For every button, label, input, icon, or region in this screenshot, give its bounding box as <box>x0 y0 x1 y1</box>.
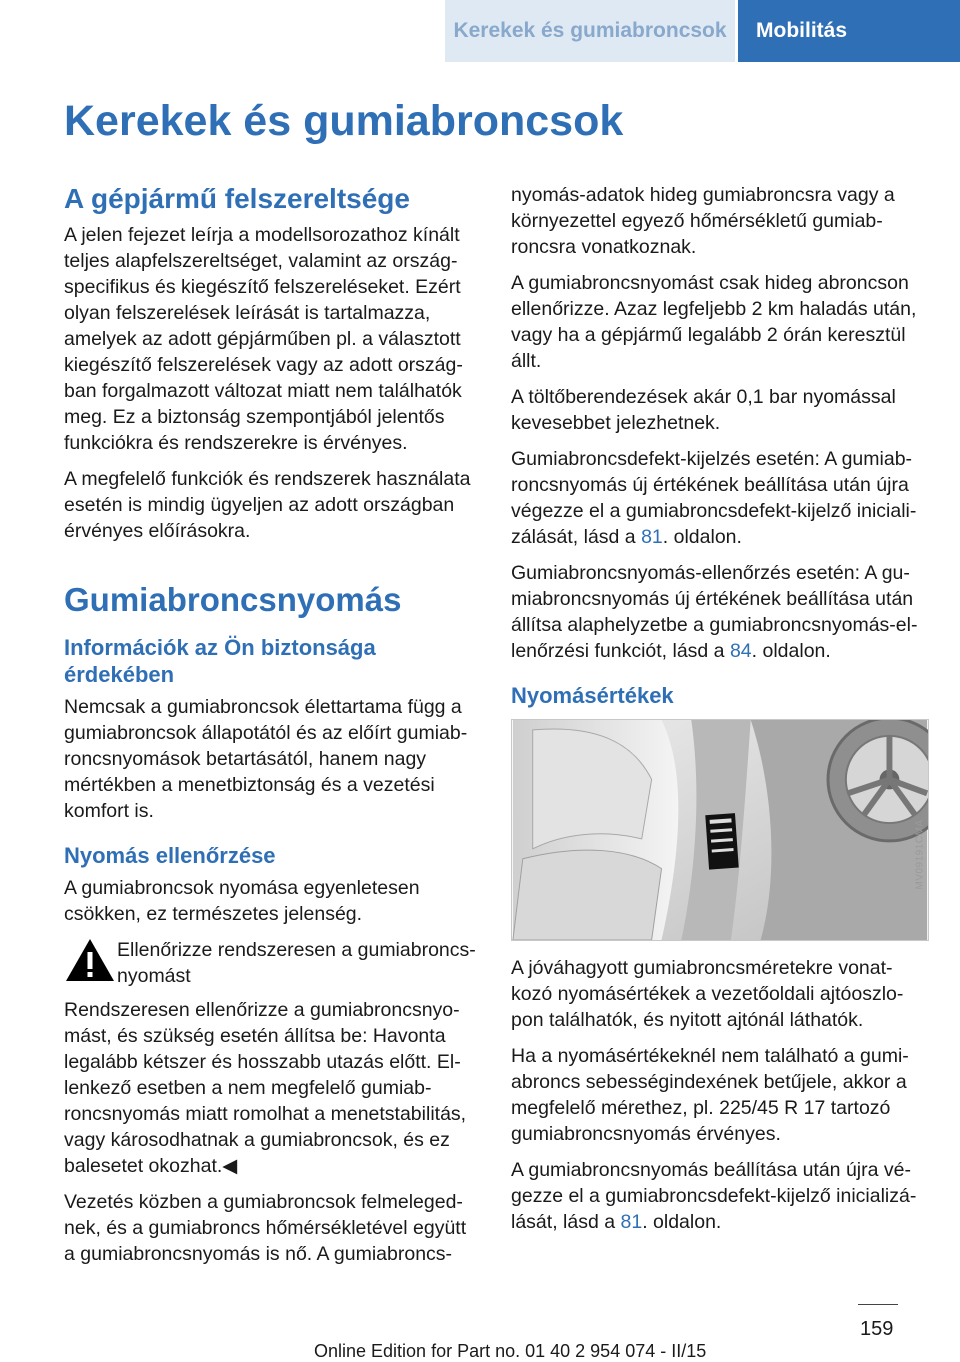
speed-index-paragraph: Ha a nyomásértékeknél nem található a gumi-abroncs sebességindexének betűjele, akkor a megfelelő mérethez, pl. 225/45 R 17 tartozó gumiabroncsnyomás érvényes. <box>511 1045 909 1145</box>
page-link-81-b[interactable]: 81 <box>620 1211 643 1233</box>
continued-paragraph: nyomás-adatok hideg gumiabroncsra vagy a környezettel egyező hőmérsékletű gumiab-roncsra vonatkoznak. <box>511 184 895 258</box>
right-column <box>511 182 926 1245</box>
heat-paragraph: Vezetés közben a gumiabroncsok felmeleged-nek, és a gumiabroncs hőmérsékletével együtt a gumiabroncsnyomás is nő. A gumiabroncs- <box>64 1191 467 1265</box>
safety-heading: Információk az Ön biztonsága érdekében <box>64 635 376 687</box>
header-chapter-tab[interactable]: Mobilitás <box>738 0 960 62</box>
page-link-84[interactable]: 84 <box>729 640 752 662</box>
left-column <box>64 178 479 1277</box>
header-section-tab[interactable]: Kerekek és gumiabroncsok <box>445 0 735 62</box>
values-heading: Nyomásértékek <box>511 683 674 708</box>
warning-block <box>64 937 479 989</box>
safety-paragraph: Nemcsak a gumiabroncsok élettartama függ a gumiabroncsok állapotától és az előírt gumiab-roncsnyomások betartásától, hanem nagy mértékben a menetbiztonság és a vezetési komfort is. <box>64 696 468 822</box>
equipment-paragraph-1: A jelen fejezet leírja a modellsorozathoz kínált teljes alapfelszereltséget, valamint az ország-specifikus és kiegészítő felszereléseket. Ezért olyan felszerelések leírását is tartalmazza, amelyek az adott gépjárműben pl. a választott kiegészítő felszerelések vagy az adott ország-ban forgalmazott változat miatt nem találhatók meg. Ez a biztonság szempontjából jelentős funkciókra és rendszerekre is érvényes. <box>64 224 463 454</box>
door-pillar-tire-label-image <box>511 719 929 941</box>
equipment-paragraph-2: A megfelelő funkciók és rendszerek használata esetén is mindig ügyeljen az adott országban érvényes előírásokra. <box>64 468 471 542</box>
cold-check-paragraph: A gumiabroncsnyomást csak hideg abroncson ellenőrizze. Azaz legfeljebb 2 km haladás után, vagy ha a gépjármű legalább 2 órán keresztül állt. <box>511 272 917 372</box>
footer-divider <box>858 1304 898 1305</box>
warning-triangle-icon <box>64 937 116 983</box>
image-code: MV09191CMA <box>914 819 926 890</box>
page-link-81[interactable]: 81 <box>641 526 663 548</box>
monitor-paragraph: Gumiabroncsnyomás-ellenőrzés esetén: A gu-miabroncsnyomás új értékének beállítása után állítsa alaphelyzetbe a gumiabroncsnyomás-el-lenőrzési funkciót, lásd a 84. oldalon. <box>511 562 918 662</box>
deflation-paragraph: Gumiabroncsdefekt-kijelzés esetén: A gumiab-roncsnyomás új értékének beállítása után újra végezze el a gumiabroncsdefekt-kijelző iniciali-zálását, lásd a 81. oldalon. <box>511 448 917 548</box>
page-number: 159 <box>860 1318 894 1340</box>
page-header <box>0 0 960 62</box>
door-pillar-figure <box>511 719 929 941</box>
page-title: Kerekek és gumiabroncsok <box>64 97 624 145</box>
warning-body: Rendszeresen ellenőrizze a gumiabroncsnyo-mást, és szükség esetén állítsa be: Havonta legalább kétszer és hosszabb utazás előtt. El-lenkező esetben a nem megfelelő gumiab-roncsnyomás miatt romolhat a menetstabilitás, vagy károsodhatnak a gumiabroncsok, és ez balesetet okozhat.◀ <box>64 999 467 1177</box>
label-paragraph: A jóváhagyott gumiabroncsméretekre vonat-kozó nyomásértékek a vezetőoldali ajtóoszlo-pon találhatók, és nyitott ajtónál láthatók. <box>511 957 904 1031</box>
reset-paragraph: A gumiabroncsnyomás beállítása után újra vé-gezze el a gumiabroncsdefekt-kijelző inicializá-lását, lásd a 81. oldalon. <box>511 1159 917 1233</box>
check-heading: Nyomás ellenőrzése <box>64 843 276 868</box>
footer-edition: Online Edition for Part no. 01 40 2 954 074 - II/15 <box>314 1341 707 1361</box>
tire-pressure-heading: Gumiabroncsnyomás <box>64 581 402 618</box>
warning-title: Ellenőrizze rendszeresen a gumiabroncs-nyomást <box>117 939 476 987</box>
check-paragraph: A gumiabroncsok nyomása egyenletesen csökken, ez természetes jelenség. <box>64 877 420 925</box>
charger-paragraph: A töltőberendezések akár 0,1 bar nyomással kevesebbet jelezhetnek. <box>511 386 896 434</box>
equipment-heading: A gépjármű felszereltsége <box>64 183 410 214</box>
